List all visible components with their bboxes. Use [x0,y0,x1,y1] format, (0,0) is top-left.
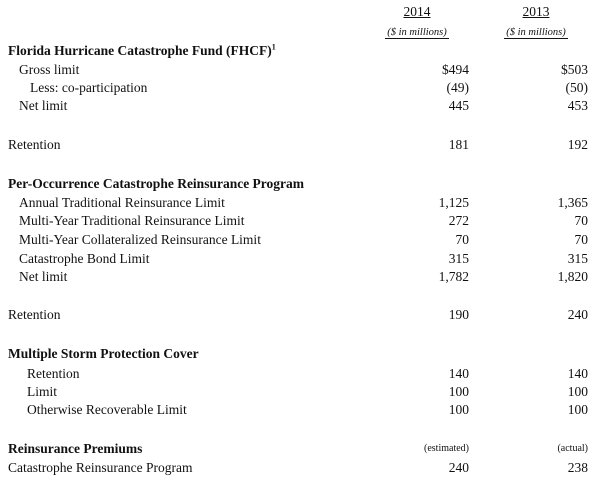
value-2014: 140 [448,366,469,381]
value-2013: (50) [565,80,588,95]
value-2013: 315 [567,251,588,266]
row-label: Multi-Year Traditional Reinsurance Limit [19,213,245,228]
section-heading-per-occurrence [0,175,607,193]
table-row [0,97,607,115]
value-2014: 315 [448,251,469,266]
premiums-title: Reinsurance Premiums [8,441,143,456]
row-label: Gross limit [19,62,80,77]
value-2013: 100 [567,384,588,399]
row-label: Catastrophe Reinsurance Program [8,460,193,475]
table-row [0,401,607,419]
note-actual: (actual) [557,443,588,454]
value-2013: 1,820 [557,269,588,284]
value-2013: 70 [574,213,588,228]
table-row-retention [0,136,607,154]
table-row [0,61,607,79]
fhcf-title: Florida Hurricane Catastrophe Fund (FHCF) [8,43,272,58]
note-estimated: (estimated) [424,443,469,454]
multiple-storm-title: Multiple Storm Protection Cover [8,346,199,361]
unit-2014: ($ in millions) [387,27,447,38]
section-heading-premiums [0,440,607,458]
table-row [0,250,607,268]
row-label: Retention [8,307,61,322]
value-2014: 181 [448,137,469,152]
value-2013: 70 [574,232,588,247]
row-label: Retention [27,366,80,381]
table-row-retention [0,306,607,324]
footnote-marker: 1 [271,42,276,52]
value-2013: 192 [567,137,588,152]
table-row [0,212,607,230]
value-2014: 190 [448,307,469,322]
value-2014: 100 [448,402,469,417]
row-label: Net limit [19,98,68,113]
table-row [0,194,607,212]
per-occurrence-title: Per-Occurrence Catastrophe Reinsurance Program [8,176,305,191]
row-label: Annual Traditional Reinsurance Limit [19,195,225,210]
row-label: Net limit [19,269,68,284]
value-2013: 140 [567,366,588,381]
table-row [0,459,607,477]
column-header-2014 [366,4,468,39]
table-row [0,268,607,286]
value-2014: 70 [455,232,469,247]
table-row [0,383,607,401]
value-2013: 1,365 [557,195,588,210]
row-label: Otherwise Recoverable Limit [27,402,187,417]
value-2014: 240 [448,460,469,475]
value-2013: 453 [567,98,588,113]
value-2013: $503 [561,62,588,77]
row-label: Limit [27,384,57,399]
value-2014: (49) [446,80,469,95]
table-row [0,365,607,383]
section-heading-fhcf [0,42,607,60]
row-label: Catastrophe Bond Limit [19,251,150,266]
year-2014: 2014 [403,4,431,19]
section-heading-multiple-storm [0,345,607,363]
year-2013: 2013 [522,4,550,19]
value-2013: 100 [567,402,588,417]
table-row [0,79,607,97]
value-2013: 240 [567,307,588,322]
value-2014: 445 [448,98,469,113]
row-label: Less: co-participation [30,80,148,95]
row-label: Retention [8,137,61,152]
value-2014: 272 [448,213,469,228]
value-2014: 100 [448,384,469,399]
table-row [0,231,607,249]
row-label: Multi-Year Collateralized Reinsurance Limit [19,232,261,247]
value-2013: 238 [567,460,588,475]
value-2014: $494 [442,62,469,77]
column-header-2013 [484,4,588,39]
value-2014: 1,125 [438,195,469,210]
unit-2013: ($ in millions) [506,27,566,38]
value-2014: 1,782 [438,269,469,284]
